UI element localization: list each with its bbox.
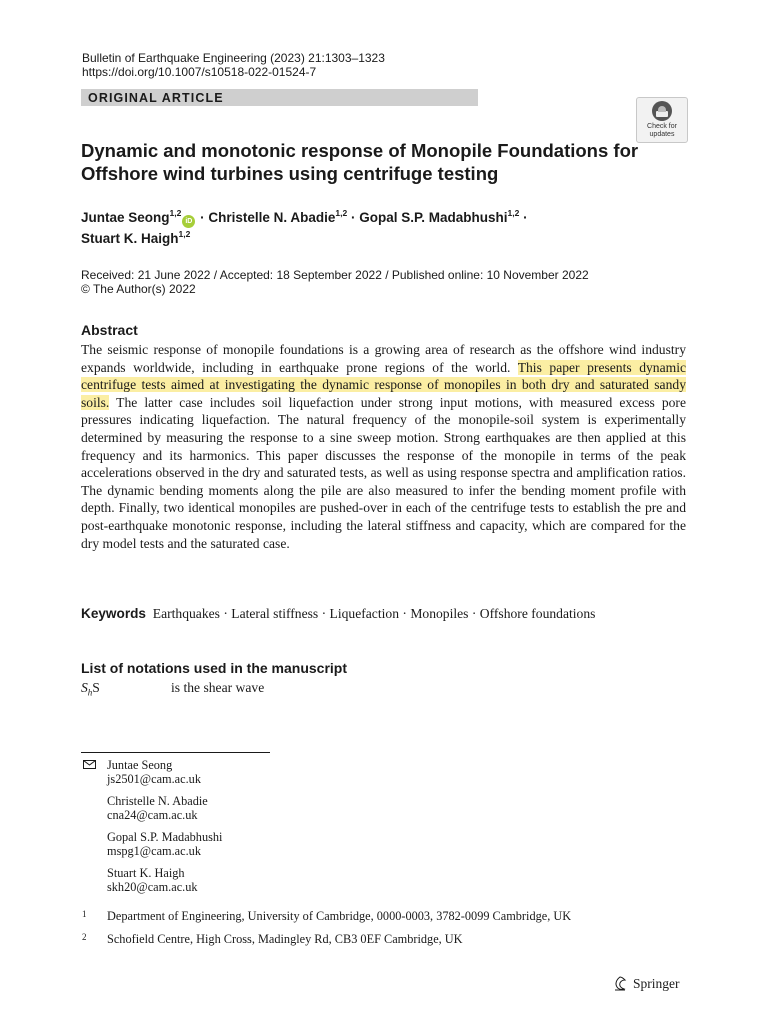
author-name[interactable]: Christelle N. Abadie — [208, 210, 336, 225]
author-affiliation-marker: 1,2 — [178, 229, 191, 239]
author-affiliation-marker: 1,2 — [507, 208, 520, 218]
author-name[interactable]: Gopal S.P. Madabhushi — [359, 210, 508, 225]
contact-name: Juntae Seong — [107, 758, 173, 772]
author-affiliation-marker: 1,2 — [335, 208, 348, 218]
abstract-heading: Abstract — [81, 322, 138, 338]
contact-email[interactable]: skh20@cam.ac.uk — [107, 880, 198, 894]
article-title: Dynamic and monotonic response of Monopile Foundations for Offshore wind turbines using centrifuge testing — [81, 140, 639, 184]
check-for-updates-button[interactable] — [636, 97, 688, 143]
notation-heading: List of notations used in the manuscript — [81, 660, 348, 676]
affiliation-text: Department of Engineering, University of Cambridge, 0000-0003, 3782-0099 Cambridge, UK — [107, 909, 572, 923]
abstract-body — [81, 341, 686, 552]
contact-email[interactable]: js2501@cam.ac.uk — [107, 772, 201, 786]
highlighted-text: This paper presents dynamic centrifuge tests aimed at investigating the dynamic response of monopiles in both dry and saturated sandy soils. — [81, 359, 686, 410]
notation-definition: is the shear wave — [171, 680, 265, 695]
check-for-updates-icon — [652, 101, 672, 121]
keywords-list: Earthquakes · Lateral stiffness · Liquefaction · Monopiles · Offshore foundations — [152, 606, 596, 621]
springer-logo-icon — [612, 976, 628, 992]
affiliation-number: 2 — [82, 932, 87, 942]
contact-email[interactable]: cna24@cam.ac.uk — [107, 808, 198, 822]
journal-citation: Bulletin of Earthquake Engineering (2023) 21:1303–1323 — [82, 51, 385, 65]
notation-symbol: $S_hS$ — [81, 680, 100, 698]
orcid-icon[interactable]: iD — [182, 215, 195, 228]
check-for-updates-label: Check for updates — [647, 123, 677, 138]
affiliation-number: 1 — [82, 909, 87, 919]
contact-name: Gopal S.P. Madabhushi — [107, 830, 223, 844]
abstract-text: The seismic response of monopile foundations is a growing area of research as the offshore wind industry expands worldwide, including in earthquake prone regions of the world. — [81, 342, 686, 375]
envelope-icon — [83, 760, 96, 769]
article-type-label: ORIGINAL ARTICLE — [88, 91, 224, 105]
keywords-label: Keywords — [81, 606, 146, 621]
contact-name: Christelle N. Abadie — [107, 794, 208, 808]
author-name[interactable]: Stuart K. Haigh — [81, 231, 179, 246]
footnote-divider — [81, 752, 270, 753]
publication-dates: Received: 21 June 2022 / Accepted: 18 September 2022 / Published online: 10 November 2022 — [81, 268, 589, 282]
contact-name: Stuart K. Haigh — [107, 866, 185, 880]
doi-link[interactable]: https://doi.org/10.1007/s10518-022-01524-7 — [82, 65, 317, 79]
publisher-name: Springer — [633, 976, 680, 991]
author-name[interactable]: Juntae Seong — [81, 210, 170, 225]
affiliation-text: Schofield Centre, High Cross, Madingley Rd, CB3 0EF Cambridge, UK — [107, 932, 463, 946]
author-affiliation-marker: 1,2 — [169, 208, 182, 218]
abstract-text: The latter case includes soil liquefaction under strong input motions, with measured excess pore pressures indicating liquefaction. The natural frequency of the monopile-soil system is experimentally determined by measuring the response to a sine sweep motion. Strong earthquakes are then applied at this frequency and its harmonics. This paper discusses the response of the monopile in terms of the peak accelerations observed in the dry and saturated tests, as well as using response spectra and amplification ratios. The dynamic bending moments along the pile are also measured to infer the bending moment profile with depth. Finally, two identical monopiles are pushed-over in each of the centrifuge tests to establish the pre and post-earthquake monotonic response, including the lateral stiffness and capacity, which are compared for the dry model tests and the saturated case. — [81, 394, 686, 551]
copyright-notice: © The Author(s) 2022 — [81, 282, 196, 296]
contact-email[interactable]: mspg1@cam.ac.uk — [107, 844, 201, 858]
author-list: Juntae Seong$^{1,2}$iD · Christelle N. Abadie$^{1,2}$ · Gopal S.P. Madabhushi$^{1,2}$ · Stuart K. Haigh$^{1,2}$ — [81, 208, 528, 246]
keywords — [81, 605, 686, 623]
